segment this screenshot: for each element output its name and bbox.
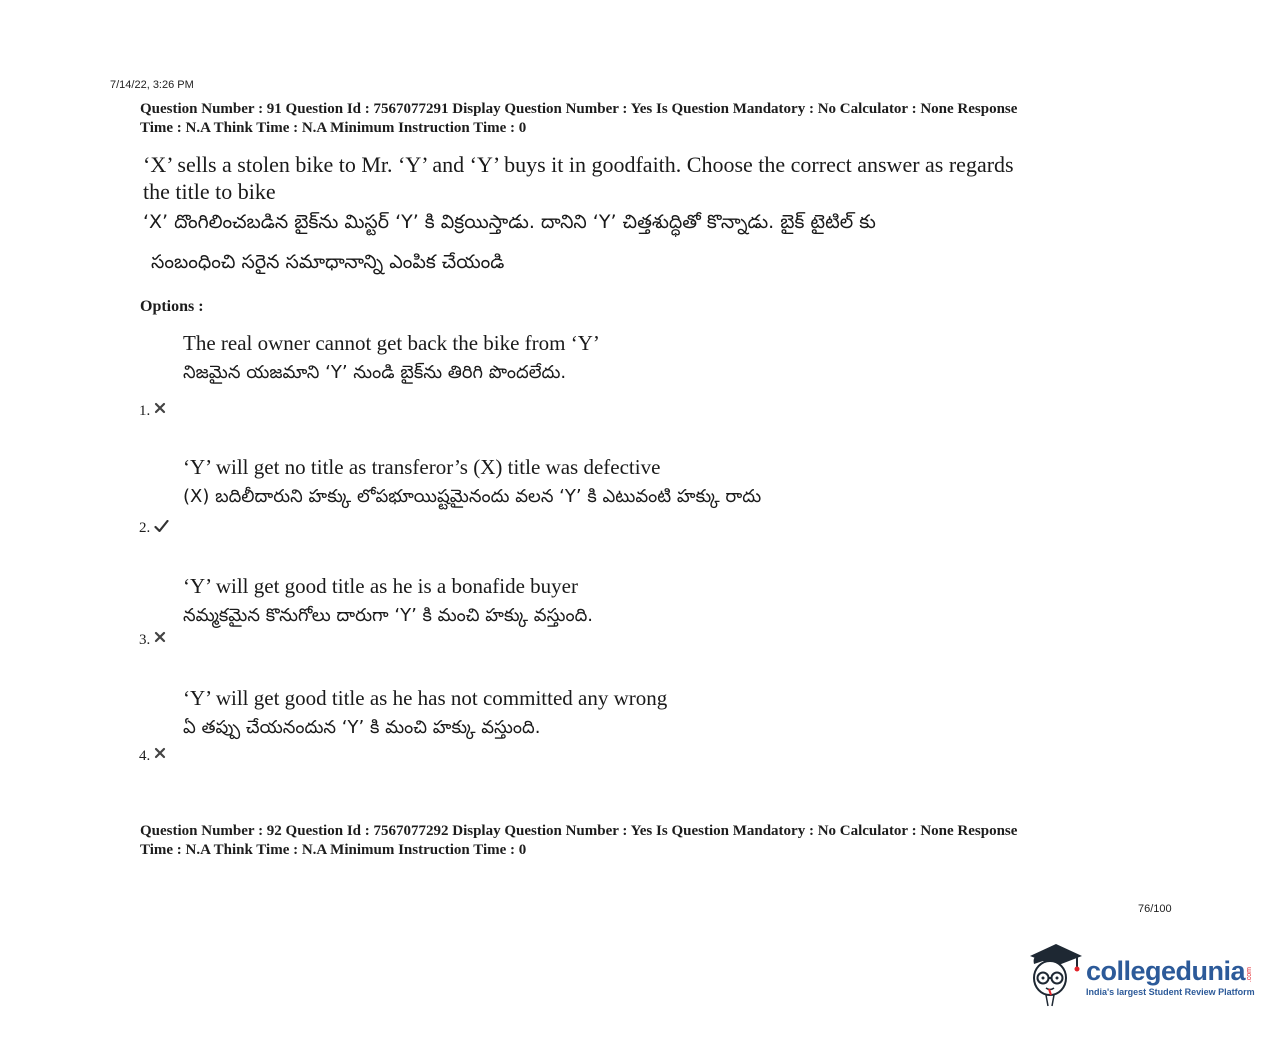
option-4 [183,683,667,743]
option-1-text-english: The real owner cannot get back the bike from ‘Y’ [183,331,600,355]
option-3-text-telugu: నమ్మకమైన కొనుగోలు దారుగా ‘Y’ కి మంచి హక్కు వస్తుంది. [183,605,594,626]
option-1 [183,328,600,388]
cross-mark-icon [154,631,166,643]
question-91-text-telugu [143,202,876,282]
collegedunia-wordmark [1086,956,1255,997]
brand-name: collegedunia [1086,955,1246,986]
collegedunia-logo [1024,938,1255,1008]
question-92-meta-line-2: Time : N.A Think Time : N.A Minimum Instruction Time : 0 [140,842,527,858]
cross-mark-icon [154,747,166,759]
option-3-text-english: ‘Y’ will get good title as he is a bonafide buyer [183,574,579,598]
option-3 [183,571,593,631]
question-92-meta-line-1: Question Number : 92 Question Id : 7567077292 Display Question Number : Yes Is Question Mandatory : No Calculator : None Response [140,823,1018,839]
question-91-meta [140,100,1017,138]
option-3-marker [139,632,166,649]
check-mark-icon [154,520,169,532]
option-1-number: 1. [139,403,151,419]
option-1-text-telugu: నిజమైన యజమాని ‘Y’ నుండి బైక్‌ను తిరిగి పొందలేదు. [183,362,567,383]
cross-mark-icon [154,402,166,414]
option-1-marker [139,403,166,420]
print-timestamp: 7/14/22, 3:26 PM [110,79,194,91]
page-number: 76/100 [1138,903,1172,915]
question-91-text-telugu-line-1: ‘X’ దొంగిలించబడిన బైక్‌ను మిస్టర్ ‘Y’ కి విక్రయిస్తాడు. దానిని ‘Y’ చిత్తశుద్ధితో కొన్నాడు. బైక్ టైటిల్ కు [143,211,876,233]
option-4-text-telugu: ఏ తప్పు చేయనందున ‘Y’ కి మంచి హక్కు వస్తుంది. [183,717,541,738]
option-2-marker [139,520,169,537]
option-2-text-english: ‘Y’ will get no title as transferor’s (X) title was defective [183,455,661,479]
option-2-text-telugu: (X) బదిలీదారుని హక్కు లోపభూయిష్టమైనందు వలన ‘Y’ కి ఎటువంటి హక్కు రాదు [183,486,762,507]
question-91-text-english-line-1: ‘X’ sells a stolen bike to Mr. ‘Y’ and ‘Y’ buys it in goodfaith. Choose the correct answer as regards [143,152,1014,177]
option-2-number: 2. [139,520,151,536]
brand-suffix: .com [1246,967,1254,983]
options-label: Options : [140,298,204,315]
question-91-text-english [143,151,1014,205]
question-92-meta [140,822,1017,860]
question-91-meta-line-1: Question Number : 91 Question Id : 7567077291 Display Question Number : Yes Is Question Mandatory : No Calculator : None Response [140,101,1018,117]
option-2 [183,452,761,512]
question-91-text-telugu-line-2: సంబంధించి సరైన సమాధానాన్ని ఎంపిక చేయండి [151,251,505,273]
collegedunia-mascot-icon [1024,938,1086,1008]
option-4-text-english: ‘Y’ will get good title as he has not committed any wrong [183,686,668,710]
question-91-text-english-line-2: the title to bike [143,179,276,204]
question-91-meta-line-2: Time : N.A Think Time : N.A Minimum Instruction Time : 0 [140,120,527,136]
option-4-number: 4. [139,748,151,764]
option-4-marker [139,748,166,765]
brand-tagline: India's largest Student Review Platform [1086,986,1255,997]
option-3-number: 3. [139,632,151,648]
